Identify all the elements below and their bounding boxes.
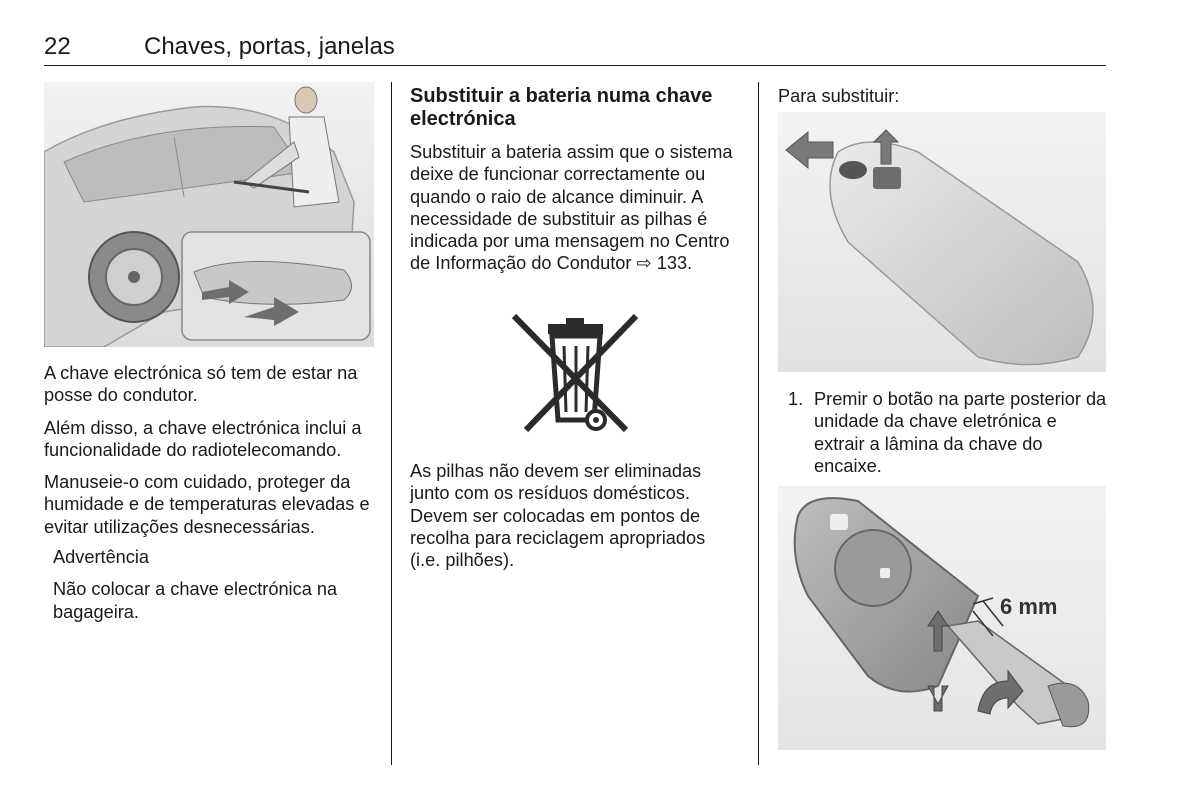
key-fob-back-figure <box>778 112 1106 372</box>
intro-text: Para substituir: <box>778 86 900 106</box>
car-door-figure <box>44 82 374 347</box>
warning-box <box>44 546 379 623</box>
column-2-text-lower <box>410 460 740 581</box>
recycle-bin-crossed-icon <box>508 312 643 442</box>
list-item <box>778 388 1108 477</box>
step-text: Premir o botão na parte posterior da unidade da chave eletrónica e extrair a lâmina da chave do encaixe. <box>814 389 1107 476</box>
column-divider-1 <box>391 82 392 765</box>
warning-title: Advertência <box>53 547 150 568</box>
paragraph-body: Substituir a bateria assim que o sistema deixe de funcionar correctamente ou quando o raio de alcance diminuir. A necessidade de substituir as pilhas é indicada por uma mensagem no Centro de Informação do Condutor <box>410 142 733 274</box>
column-divider-2 <box>758 82 759 765</box>
paragraph <box>410 141 740 275</box>
paragraph: Manuseie-o com cuidado, proteger da humidade e de temperaturas elevadas e evitar utilizações desnecessárias. <box>44 472 370 537</box>
reference-page[interactable]: 133. <box>656 253 693 274</box>
key-fob-blade-figure <box>778 486 1106 750</box>
page-number: 22 <box>44 33 71 60</box>
dimension-label: 6 mm <box>1000 594 1058 619</box>
column-1-text <box>44 362 379 633</box>
step-number: 1. <box>788 389 804 409</box>
chapter-title: Chaves, portas, janelas <box>144 33 395 60</box>
paragraph: A chave electrónica só tem de estar na posse do condutor. <box>44 363 358 406</box>
header-rule <box>44 65 1106 66</box>
column-2-text <box>410 85 740 285</box>
step-list <box>778 388 1108 477</box>
warning-text: Não colocar a chave electrónica na bagageira. <box>53 579 338 622</box>
paragraph: Além disso, a chave electrónica inclui a funcionalidade do radiotelecomando. <box>44 417 362 460</box>
reference-arrow-icon: ⇨ <box>636 253 652 274</box>
paragraph: As pilhas não devem ser eliminadas junto com os resíduos domésticos. Devem ser colocadas em pontos de recolha para reciclagem apropriados (i.e. pilhões). <box>410 461 706 571</box>
section-heading: Substituir a bateria numa chave electrónica <box>410 85 713 130</box>
